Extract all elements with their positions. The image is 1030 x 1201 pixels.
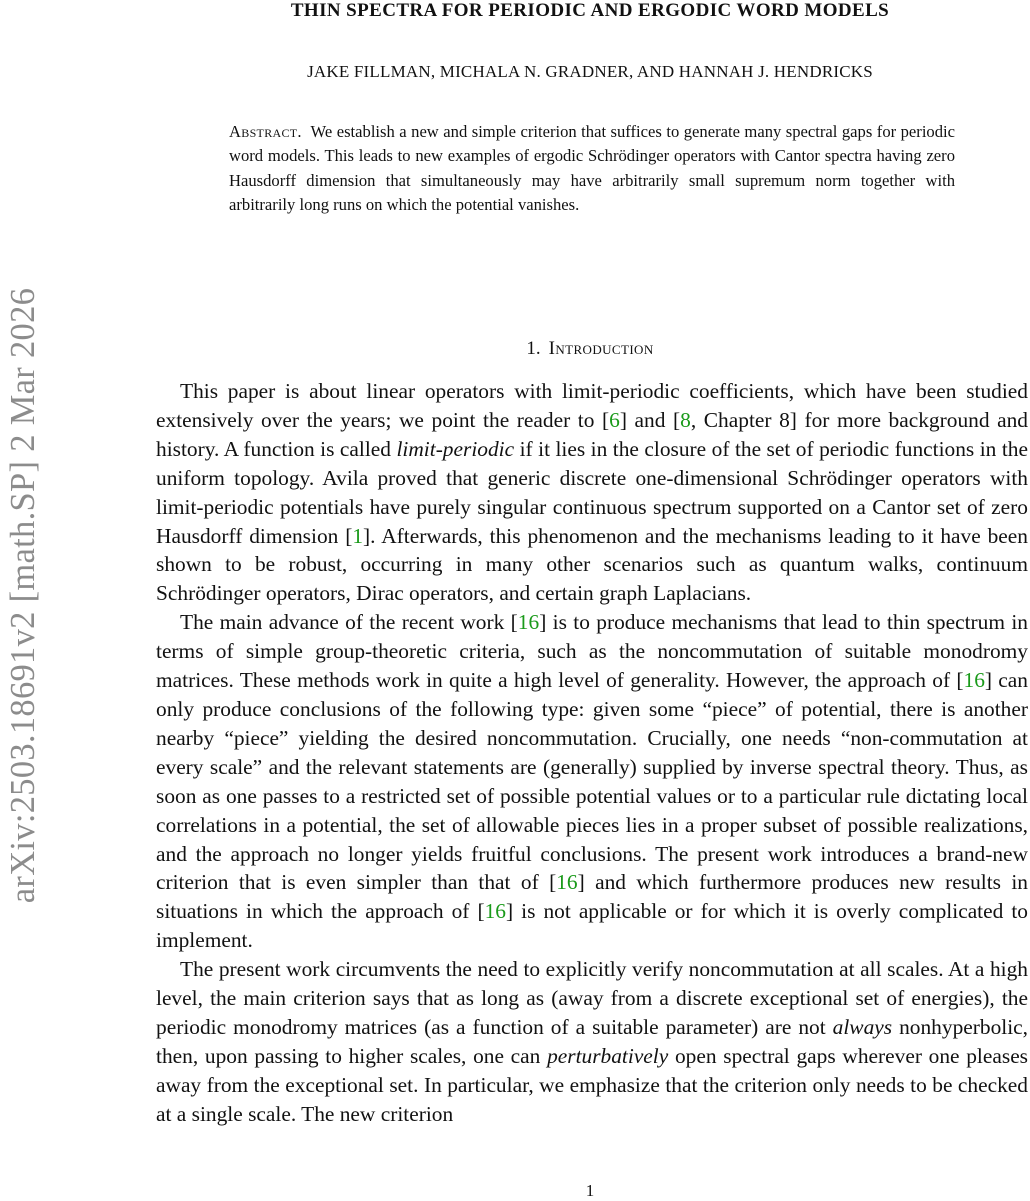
text-run: nonhyperbolic, then, upon passing to higher scales, one can <box>156 1014 1028 1068</box>
text-run: The main advance of the recent work [ <box>180 610 518 635</box>
section-heading <box>150 338 1030 360</box>
text-run: , Chapter 8] for more background and history. A function is called <box>156 407 1029 461</box>
section-title: Introduction <box>548 338 654 359</box>
text-run: ] is to produce mechanisms that lead to thin spectrum in terms of simple group-theoretic criteria, such as the noncommutation of suitable monodromy matrices. These methods work in quite a high level of generality. However, the approach of [ <box>156 610 1028 693</box>
emphasis-text: perturbatively <box>547 1043 669 1068</box>
citation-link[interactable]: 1 <box>352 523 364 548</box>
emphasis-text: always <box>832 1014 893 1039</box>
text-run: This paper is about linear operators with limit-periodic coefficients, which have been studied extensively over the years; we point the reader to [ <box>156 379 1028 432</box>
text-run: if it lies in the closure of the set of periodic functions in the uniform topology. Avila proved that generic discrete one-dimensional Schrödinger operators with limit-periodic potentials have purely singular continuous spectrum supported on a Cantor set of zero Hausdorff dimension [ <box>156 436 1028 548</box>
page-number: 1 <box>585 1181 595 1200</box>
text-run: open spectral gaps wherever one pleases away from the exceptional set. In particular, we emphasize that the criterion only needs to be checked at a single scale. The new criterion <box>156 1043 1029 1126</box>
citation-link[interactable]: 6 <box>609 407 620 432</box>
citation-link[interactable]: 16 <box>963 668 985 693</box>
arxiv-identifier-text: arXiv:2503.18691v2 [math.SP] 2 Mar 2026 <box>4 287 43 903</box>
paragraph <box>156 377 1028 608</box>
citation-link[interactable]: 16 <box>556 870 578 895</box>
text-run: ] and which furthermore produces new results in situations in which the approach of [ <box>156 870 1028 924</box>
abstract <box>229 120 955 218</box>
paper-title: THIN SPECTRA FOR PERIODIC AND ERGODIC WORD MODELS <box>290 0 890 21</box>
text-run: The present work circumvents the need to explicitly verify noncommutation at all scales. At a high level, the main criterion says that as long as (away from a discrete exceptional set of energies), the periodic monodromy matrices (as a function of a suitable parameter) are not <box>156 957 1028 1039</box>
abstract-label: Abstract. <box>229 122 302 141</box>
body-text <box>156 377 1028 1129</box>
arxiv-identifier-stamp <box>0 180 48 1010</box>
text-run: ] and [ <box>619 407 681 432</box>
author-list: JAKE FILLMAN, MICHALA N. GRADNER, AND HANNAH J. HENDRICKS <box>307 62 873 81</box>
citation-link[interactable]: 16 <box>517 610 540 635</box>
emphasis-text: limit-periodic <box>396 436 515 461</box>
text-run: ] can only produce conclusions of the following type: given some “piece” of potential, there is another nearby “piece” yielding the desired noncommutation. Crucially, one needs “non-commutation at every scale” and the relevant statements are (generally) supplied by inverse spectral theory. Thus, as soon as one passes to a restricted set of possible potential values or to a particular rule dictating local correlations in a potential, the set of allowable pieces lies in a proper subset of possible realizations, and the approach no longer yields fruitful conclusions. The present work introduces a brand-new criterion that is even simpler than that of [ <box>156 668 1028 895</box>
abstract-text: We establish a new and simple criterion that suffices to generate many spectral gaps for periodic word models. This leads to new examples of ergodic Schrödinger operators with Cantor spectra having zero Hausdorff dimension that simultaneously may have arbitrarily small supremum norm together with arbitrarily long runs on which the potential vanishes. <box>229 122 955 215</box>
section-number: 1. <box>526 338 541 359</box>
paragraph <box>156 608 1028 955</box>
text-run: ] is not applicable or for which it is overly complicated to implement. <box>156 899 1028 953</box>
citation-link[interactable]: 8 <box>680 407 691 432</box>
text-run: ]. Afterwards, this phenomenon and the mechanisms leading to it have been shown to be robust, occurring in many other scenarios such as quantum walks, continuum Schrödinger operators, Dirac operators, and certain graph Laplacians. <box>156 523 1028 606</box>
citation-link[interactable]: 16 <box>484 899 506 924</box>
paragraph <box>156 955 1028 1128</box>
